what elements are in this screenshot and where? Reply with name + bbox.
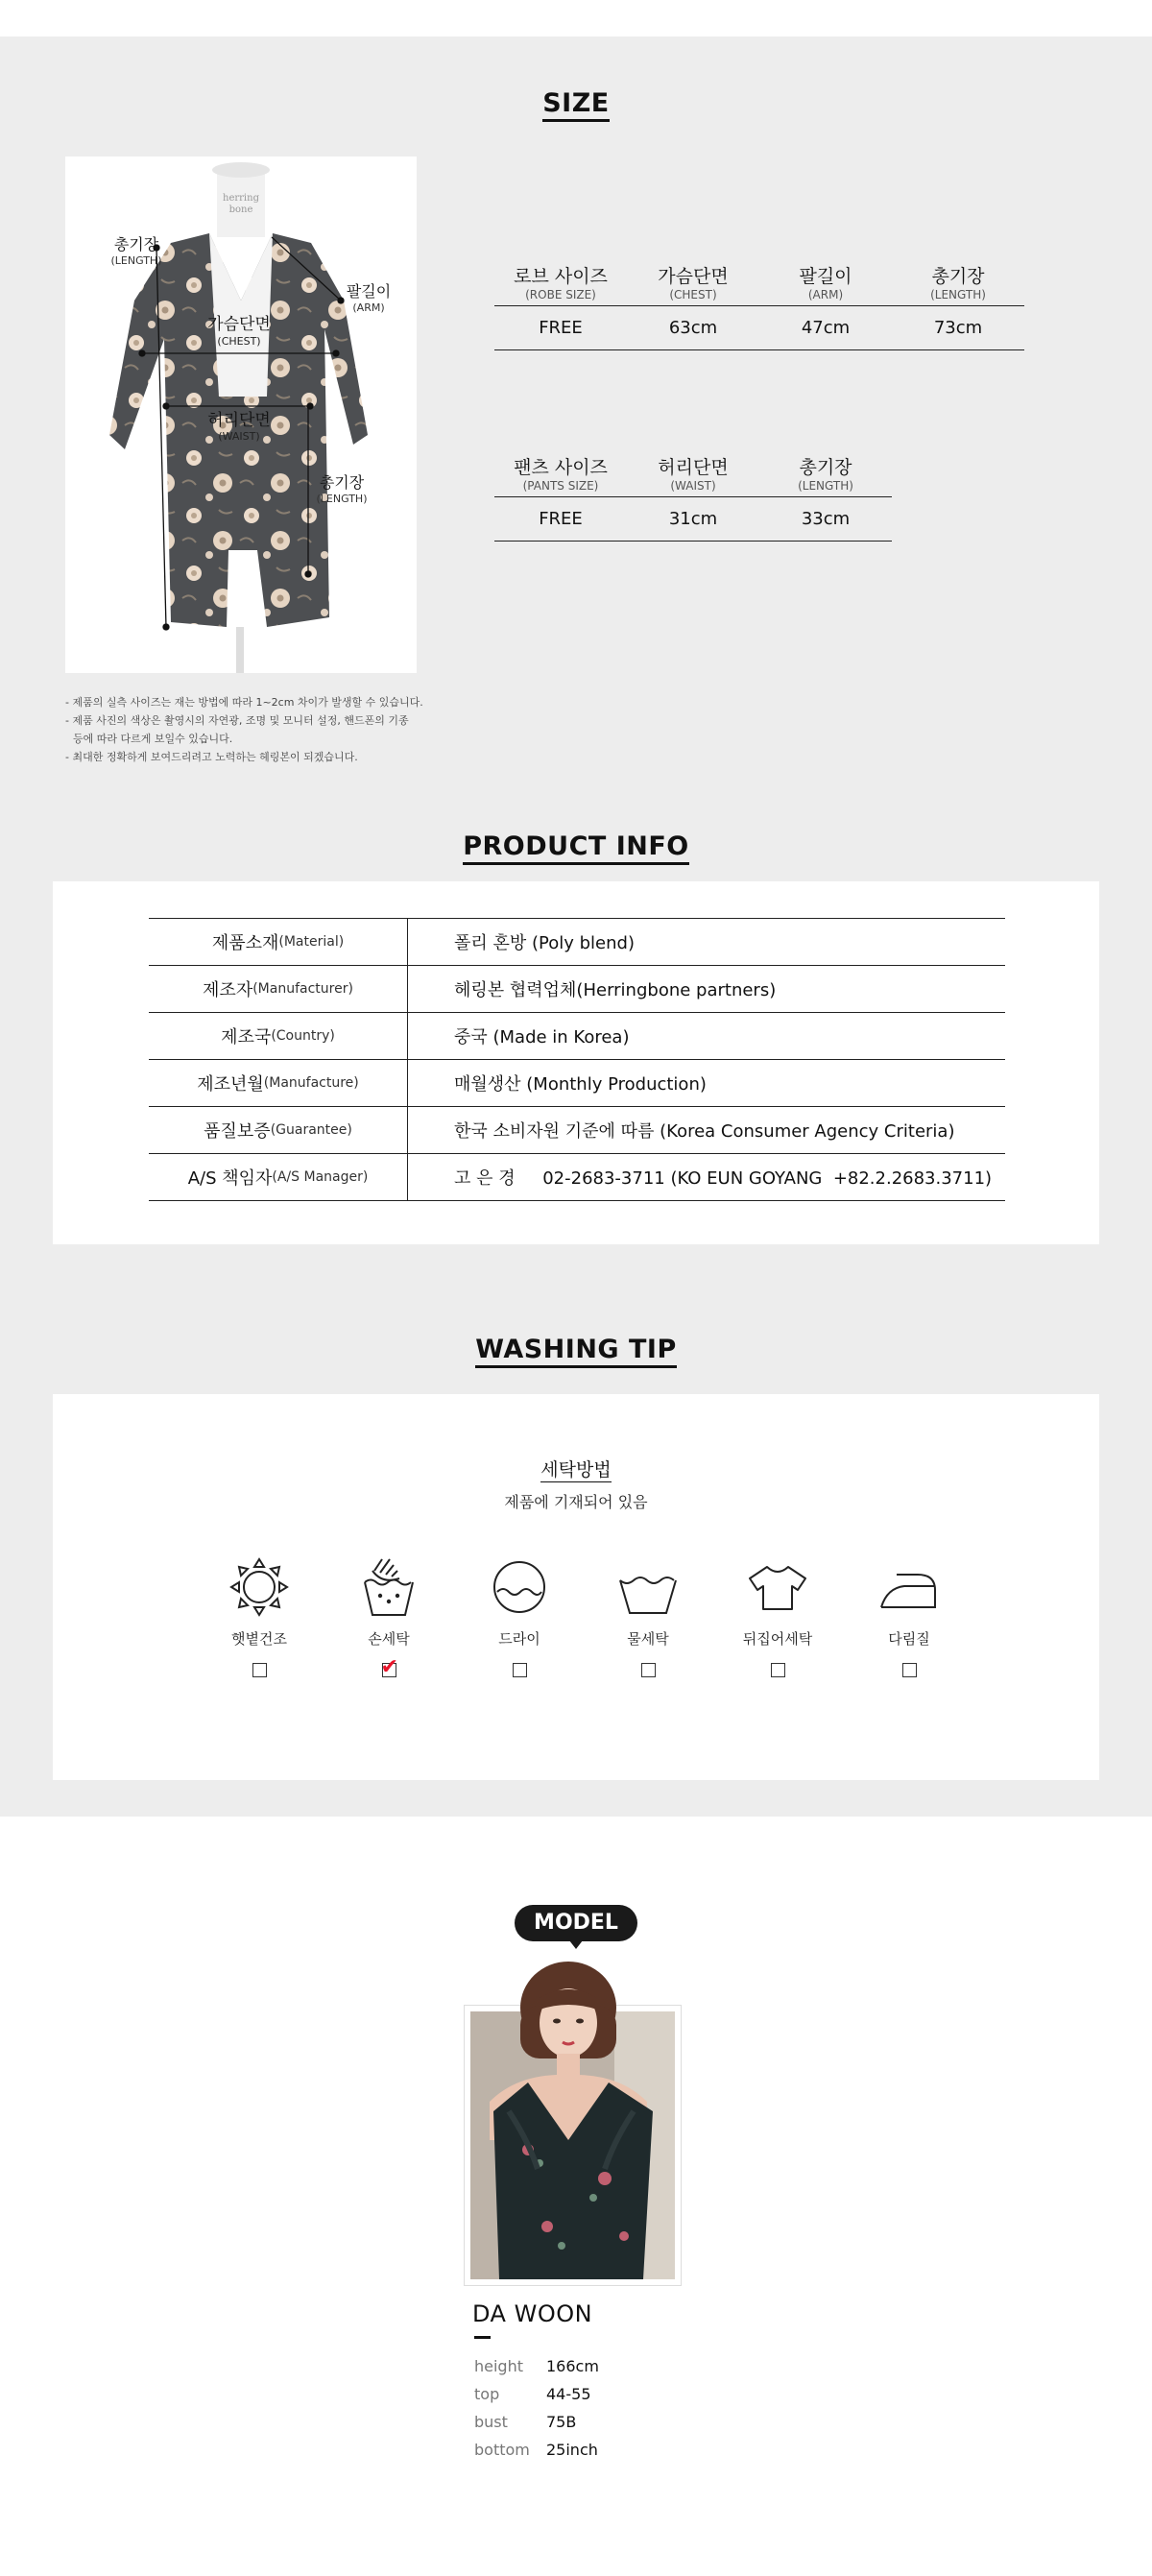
wash-checkbox[interactable]: [641, 1663, 656, 1677]
label-arm: 팔길이: [346, 282, 392, 301]
washing-method-title: 세탁방법: [540, 1459, 612, 1481]
mannequin-brand-text: herring: [223, 193, 259, 204]
wash-item-sun-dry: [206, 1553, 312, 1677]
washing-method-note: 제품에 기재되어 있음: [504, 1493, 648, 1511]
info-value: 고 은 경 02-2683-3711 (KO EUN GOYANG +82.2.2683.3711): [454, 1168, 993, 1189]
table-cell: 47cm: [801, 318, 851, 338]
label-chest: 가슴단면: [207, 315, 271, 334]
robe-size-table: [494, 265, 1024, 350]
info-value: 헤링본 협력업체(Herringbone partners): [454, 980, 777, 1000]
sun-dry-icon: [226, 1553, 293, 1621]
table-row: [149, 919, 1005, 966]
info-value: 폴리 혼방 (Poly blend): [454, 933, 635, 953]
label-chest-en: (CHEST): [217, 335, 261, 348]
table-row: [494, 497, 892, 542]
table-header-cell: 팬츠 사이즈 (PANTS SIZE): [514, 457, 608, 493]
label-length-top: 총기장: [113, 235, 159, 253]
table-header-cell: 팔길이 (ARM): [799, 266, 852, 301]
water-wash-icon: [614, 1553, 682, 1621]
wash-item-inside-out: [725, 1553, 830, 1677]
table-cell: FREE: [539, 509, 583, 529]
hand-wash-icon: [355, 1553, 422, 1621]
wash-checkbox-checked[interactable]: [380, 1655, 398, 1679]
table-header-cell: 가슴단면 (CHEST): [658, 266, 729, 301]
wash-item-iron: [856, 1553, 962, 1677]
size-note: - 제품의 실측 사이즈는 재는 방법에 따라 1~2cm 차이가 발생할 수 있습니다.: [65, 696, 423, 709]
wash-checkbox[interactable]: [252, 1663, 267, 1677]
info-label: 품질보증 (Guarantee): [149, 1107, 408, 1153]
wash-item-label: 뒤집어세탁: [742, 1630, 813, 1648]
wash-item-hand-wash: [336, 1553, 442, 1677]
size-note: 등에 따라 다르게 보일수 있습니다.: [73, 733, 233, 745]
table-header-cell: 로브 사이즈 (ROBE SIZE): [514, 266, 608, 301]
pants-size-table-header: [494, 456, 892, 497]
mannequin-brand-text-2: bone: [228, 205, 253, 215]
info-label: 제조년월 (Manufacture): [149, 1060, 408, 1106]
table-row: [149, 966, 1005, 1013]
wash-item-label: 햇볕건조: [231, 1630, 287, 1648]
size-section-title: SIZE: [0, 88, 1152, 122]
table-header-cell: 총기장 (LENGTH): [798, 457, 853, 493]
table-row: [149, 1060, 1005, 1107]
model-illustration: [470, 1958, 675, 2226]
info-label: 제조국 (Country): [149, 1013, 408, 1059]
robe-illustration: [65, 156, 417, 673]
label-waist-en: (WAIST): [218, 430, 260, 443]
model-spec-top: top 44-55: [474, 2385, 591, 2403]
model-spec-bottom: bottom 25inch: [474, 2441, 598, 2459]
product-info-section-title: PRODUCT INFO: [0, 831, 1152, 865]
label-length-bottom: 총기장: [319, 473, 365, 492]
label-length-bottom-en: (LENGTH): [316, 493, 368, 505]
table-cell: 63cm: [668, 318, 718, 338]
table-cell: 33cm: [801, 509, 851, 529]
size-notes: [65, 693, 440, 766]
wash-item-dry-clean: [467, 1553, 572, 1677]
table-row: [149, 1154, 1005, 1201]
garment-size-diagram: [65, 156, 417, 673]
table-header-cell: 허리단면 (WAIST): [658, 457, 729, 493]
product-info-table: [149, 918, 1005, 1201]
iron-icon: [876, 1553, 943, 1621]
label-length-top-en: (LENGTH): [110, 254, 162, 267]
wash-item-label: 물세탁: [627, 1630, 669, 1648]
info-label: A/S 책임자 (A/S Manager): [149, 1154, 408, 1200]
pants-size-table: [494, 456, 892, 542]
size-note: - 최대한 정확하게 보여드리려고 노력하는 헤링본이 되겠습니다.: [65, 751, 358, 763]
model-badge: MODEL: [515, 1905, 637, 1941]
info-value: 중국 (Made in Korea): [454, 1027, 630, 1047]
table-cell: FREE: [539, 318, 583, 338]
wash-item-water-wash: [595, 1553, 701, 1677]
table-header-cell: 총기장 (LENGTH): [930, 266, 986, 301]
wash-checkbox[interactable]: [902, 1663, 917, 1677]
robe-size-table-header: [494, 265, 1024, 306]
inside-out-wash-icon: [744, 1553, 811, 1621]
table-cell: 73cm: [933, 318, 983, 338]
model-photo: [470, 2011, 675, 2279]
wash-checkbox[interactable]: [771, 1663, 785, 1677]
wash-item-label: 다림질: [888, 1630, 930, 1648]
wash-item-label: 손세탁: [368, 1630, 410, 1648]
wash-checkbox[interactable]: [513, 1663, 527, 1677]
info-value: 매월생산 (Monthly Production): [454, 1074, 707, 1095]
model-spec-bust: bust 75B: [474, 2413, 577, 2431]
table-row: [494, 306, 1024, 350]
wash-item-label: 드라이: [498, 1630, 540, 1648]
model-name-divider: [474, 2336, 491, 2339]
info-value: 한국 소비자원 기준에 따름 (Korea Consumer Agency Criteria): [454, 1121, 955, 1142]
model-name: DA WOON: [472, 2300, 593, 2327]
check-mark-icon: ✔: [380, 1655, 398, 1679]
washing-tip-section-title: WASHING TIP: [0, 1335, 1152, 1368]
info-label: 제조자 (Manufacturer): [149, 966, 408, 1012]
table-row: [149, 1013, 1005, 1060]
info-label: 제품소재 (Material): [149, 919, 408, 965]
size-note: - 제품 사진의 색상은 촬영시의 자연광, 조명 및 모니터 설정, 핸드폰의 기종: [65, 714, 409, 727]
model-spec-height: height 166cm: [474, 2357, 599, 2375]
label-waist: 허리단면: [207, 411, 271, 430]
dry-clean-icon: [486, 1553, 553, 1621]
table-cell: 31cm: [668, 509, 718, 529]
table-row: [149, 1107, 1005, 1154]
label-arm-en: (ARM): [352, 301, 385, 314]
